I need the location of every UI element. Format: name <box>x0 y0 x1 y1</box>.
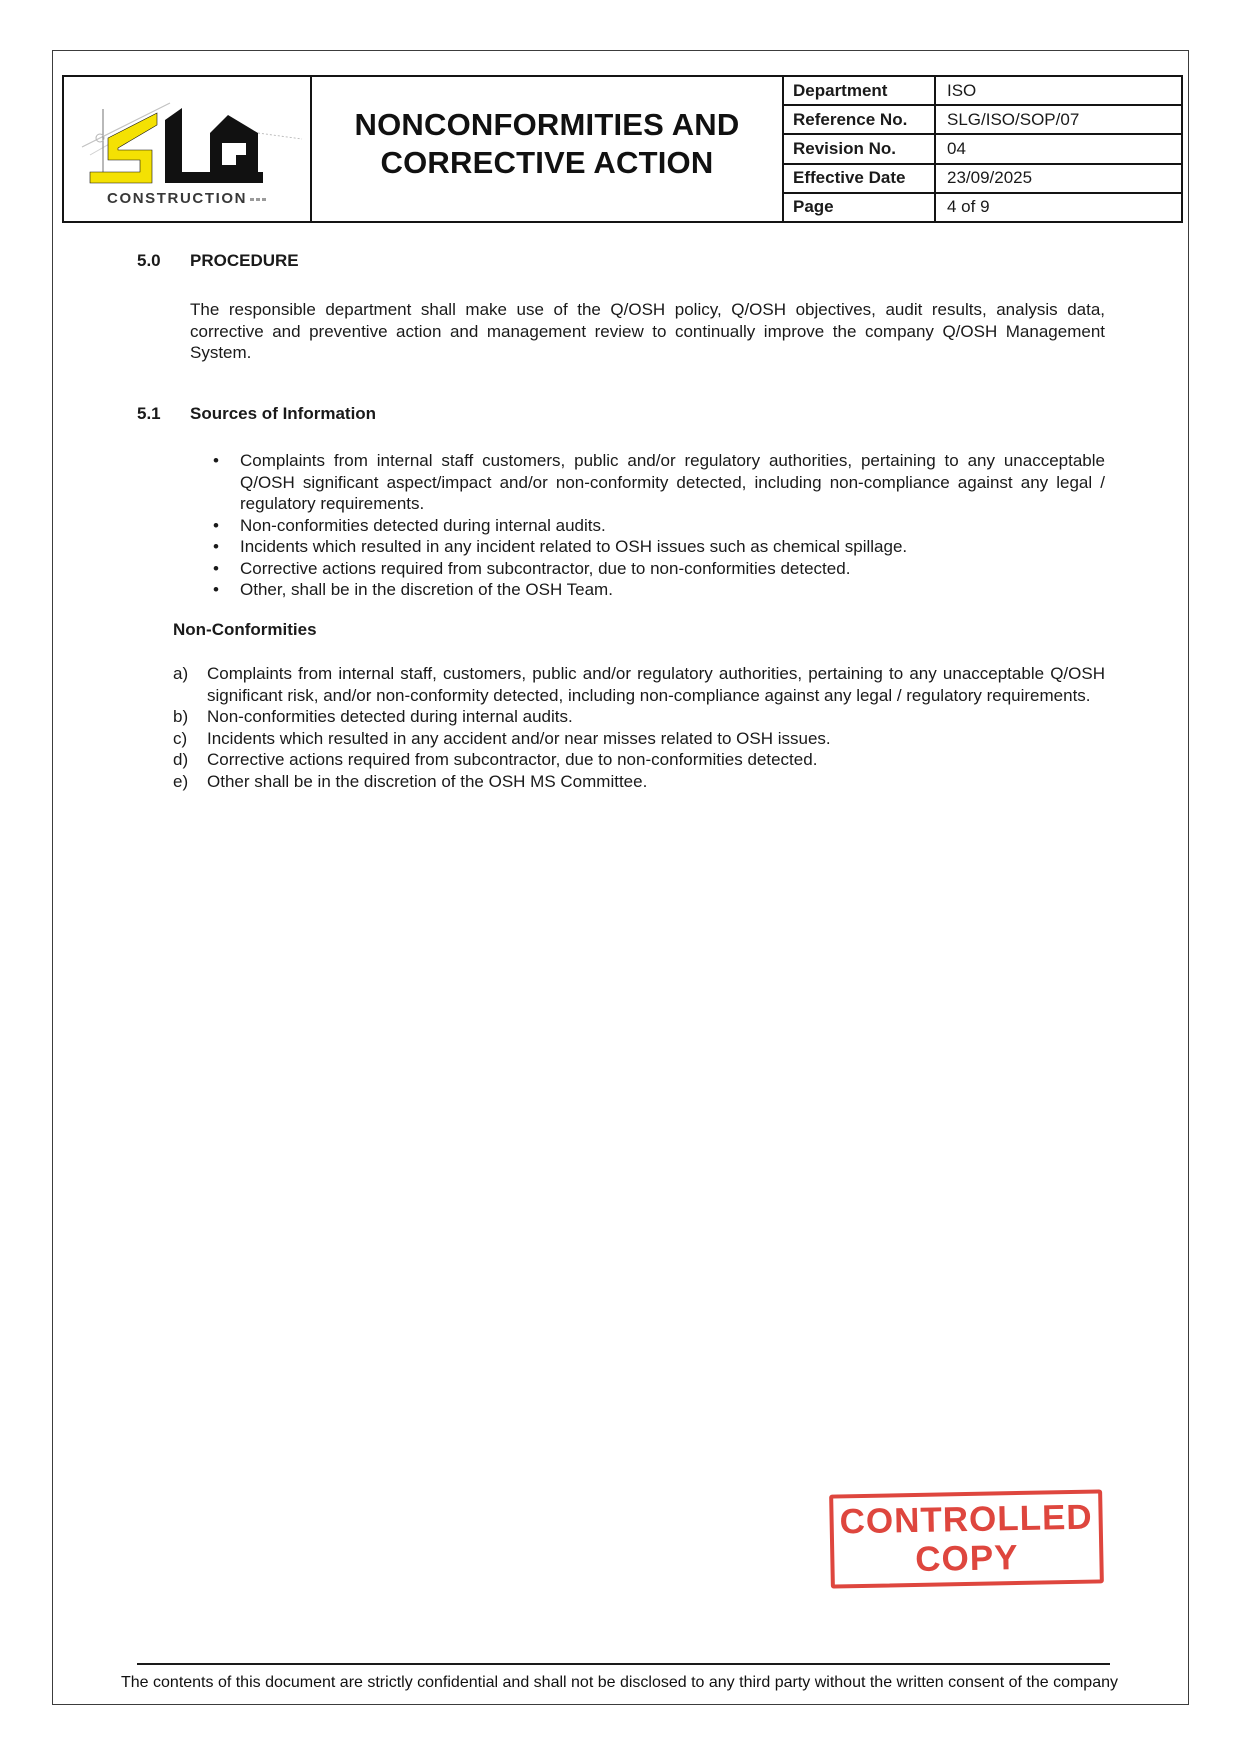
info-label: Page <box>784 194 936 221</box>
controlled-copy-stamp <box>829 1489 1104 1588</box>
list-letter: b) <box>173 707 189 726</box>
list-item <box>173 706 1105 728</box>
list-item <box>213 558 1105 580</box>
info-value: SLG/ISO/SOP/07 <box>947 109 1080 129</box>
bullet-icon: • <box>213 558 219 578</box>
bullet-text: Non-conformities detected during internal audits. <box>240 515 606 535</box>
list-item <box>173 728 1105 750</box>
stamp-text-line2: COPY <box>914 1538 1019 1579</box>
logo-suffix-mark <box>250 198 254 201</box>
logo-suffix-mark <box>262 198 266 201</box>
list-item <box>173 663 1105 706</box>
bullet-icon: • <box>213 515 219 535</box>
logo-suffix-mark <box>256 198 260 201</box>
info-value: ISO <box>947 80 977 100</box>
slg-construction-logo <box>80 95 305 207</box>
nonconformities-lettered-list <box>173 663 1105 792</box>
list-item <box>173 771 1105 793</box>
list-letter: c) <box>173 728 188 748</box>
list-text: Non-conformities detected during internal audits. <box>207 707 573 726</box>
logo-wordmark: CONSTRUCTION <box>107 190 247 207</box>
info-row-reference-no <box>784 106 1181 135</box>
info-label: Revision No. <box>784 135 936 162</box>
list-letter: d) <box>173 750 189 769</box>
document-info-table <box>784 77 1181 221</box>
document-title-line2: CORRECTIVE ACTION <box>380 145 714 180</box>
bullet-icon: • <box>213 537 219 556</box>
bullet-icon: • <box>213 580 219 599</box>
info-value: 04 <box>947 139 966 158</box>
list-item <box>213 450 1105 515</box>
footer-divider <box>137 1663 1110 1665</box>
info-row-effective-date <box>784 165 1181 194</box>
list-item <box>213 579 1105 601</box>
bullet-icon: • <box>213 451 219 470</box>
list-item <box>173 749 1105 771</box>
document-title-cell <box>312 77 784 221</box>
list-text: Incidents which resulted in any accident and/or near misses related to OSH issues. <box>207 728 831 748</box>
info-row-department <box>784 77 1181 106</box>
bullet-text: Incidents which resulted in any incident related to OSH issues such as chemical spillage. <box>240 537 908 556</box>
confidentiality-notice: The contents of this document are strictly confidential and shall not be disclosed to any third party without the written consent of the company <box>121 1674 1118 1691</box>
section-title-sources-of-information: Sources of Information <box>190 404 377 423</box>
info-label: Effective Date <box>784 165 936 192</box>
info-value: 23/09/2025 <box>947 168 1033 188</box>
section-number-5-0: 5.0 <box>137 251 161 270</box>
logo-cell <box>64 77 312 221</box>
list-item <box>213 515 1105 537</box>
sources-bullet-list <box>213 450 1105 601</box>
document-title-line1: NONCONFORMITIES AND <box>354 107 740 142</box>
logo-letter-s <box>90 113 157 183</box>
section-title-procedure: PROCEDURE <box>190 251 299 270</box>
bullet-text: Complaints from internal staff customers, public and/or regulatory authorities, pertaining to any unacceptable Q/OSH significant aspect/impact and/or non-conformity detected, including non-compliance against any legal / regulatory requirements. <box>240 451 1105 513</box>
info-label: Department <box>784 77 936 104</box>
info-row-page <box>784 194 1181 221</box>
document-header-table <box>62 75 1183 223</box>
list-text: Complaints from internal staff, customers, public and/or regulatory authorities, pertaining to any unacceptable Q/OSH significant risk, and/or non-conformity detected, including non-compliance against any legal / regulatory requirements. <box>207 664 1105 705</box>
list-letter: e) <box>173 771 189 791</box>
section-number-5-1: 5.1 <box>137 404 161 423</box>
list-text: Corrective actions required from subcontractor, due to non-conformities detected. <box>207 750 818 769</box>
list-text: Other shall be in the discretion of the OSH MS Committee. <box>207 771 648 791</box>
nonconformities-heading: Non-Conformities <box>173 620 317 639</box>
list-item <box>213 536 1105 558</box>
bullet-text: Corrective actions required from subcontractor, due to non-conformities detected. <box>240 558 851 578</box>
list-letter: a) <box>173 664 189 683</box>
logo-guide-line-g-roof <box>258 133 302 139</box>
bullet-text: Other, shall be in the discretion of the OSH Team. <box>240 580 613 599</box>
info-label: Reference No. <box>784 106 936 133</box>
info-value: 4 of 9 <box>947 197 990 217</box>
info-row-revision-no <box>784 135 1181 164</box>
procedure-paragraph: The responsible department shall make use of the Q/OSH policy, Q/OSH objectives, audit results, analysis data, corrective and preventive action and management review to continually improve the company Q/OSH Management System. <box>190 300 1105 362</box>
stamp-text-line1: CONTROLLED <box>839 1497 1093 1542</box>
